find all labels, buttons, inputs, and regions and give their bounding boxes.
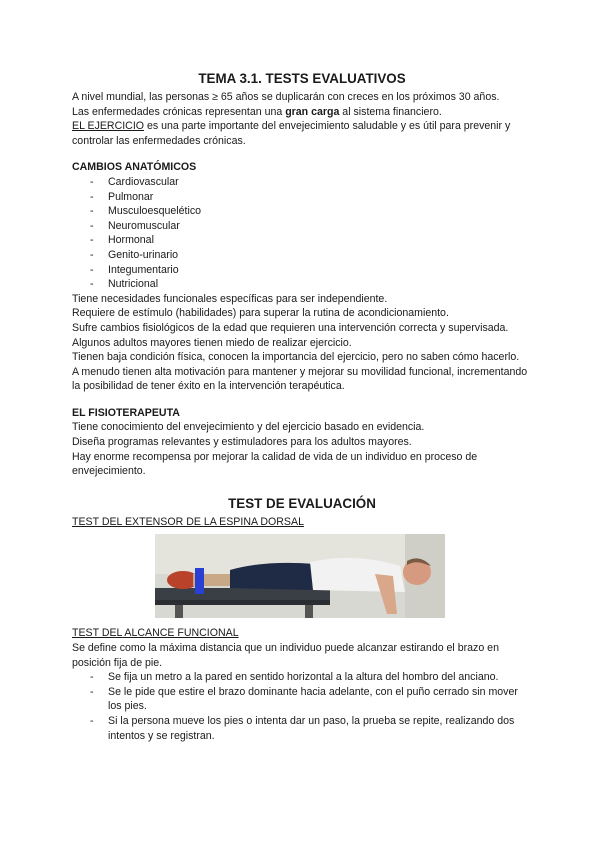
alcance-definition: Se define como la máxima distancia que un individuo puede alcanzar estirando el brazo en posición fija de pie.	[72, 642, 499, 669]
list-item: - Hormonal	[72, 233, 532, 248]
alcance-title: TEST DEL ALCANCE FUNCIONAL	[72, 627, 239, 640]
page-title: TEMA 3.1. TESTS EVALUATIVOS	[198, 71, 406, 86]
cambios-paragraph: Sufre cambios fisiológicos de la edad que requieren una intervención correcta y supervisada.	[72, 321, 509, 334]
cambios-paragraph: Algunos adultos mayores tienen miedo de realizar ejercicio.	[72, 336, 352, 349]
list-item: - Si la persona mueve los pies o intenta dar un paso, la prueba se repite, realizando dos intentos y se registran.	[72, 714, 532, 743]
intro-line-1: A nivel mundial, las personas ≥ 65 años se duplicarán con creces en los próximos 30 años.	[72, 91, 500, 103]
list-item: - Integumentario	[72, 263, 532, 278]
fisio-paragraph: Tiene conocimiento del envejecimiento y del ejercicio basado en evidencia.	[72, 421, 425, 434]
cambios-paragraph: Tiene necesidades funcionales específicas para ser independiente.	[72, 292, 388, 305]
extensor-title: TEST DEL EXTENSOR DE LA ESPINA DORSAL	[72, 515, 304, 528]
intro-line-2: Las enfermedades crónicas representan una gran carga al sistema financiero.	[72, 105, 442, 118]
list-item: - Neuromuscular	[72, 219, 532, 234]
fisio-heading: EL FISIOTERAPEUTA	[72, 406, 180, 419]
gran-carga-bold: gran carga	[285, 105, 340, 118]
cambios-paragraph: Tienen baja condición física, conocen la importancia del ejercicio, pero no saben cómo hacerlo.	[72, 351, 520, 364]
list-item: - Nutricional	[72, 277, 532, 292]
alcance-list	[72, 670, 532, 743]
fisio-paragraph: Hay enorme recompensa por mejorar la calidad de vida de un individuo en proceso de envejecimiento.	[72, 450, 478, 478]
extensor-test-photo	[155, 534, 445, 618]
blue-strap	[195, 568, 204, 594]
list-item: - Musculoesquelético	[72, 204, 532, 219]
cambios-paragraph: A menudo tienen alta motivación para mantener y mejorar su movilidad funcional, incrementando la posibilidad de tener éxito en la intervención terapéutica.	[72, 365, 528, 393]
list-item: - Pulmonar	[72, 190, 532, 205]
cambios-heading: CAMBIOS ANATÓMICOS	[72, 161, 197, 174]
list-item: - Se le pide que estire el brazo dominante hacia adelante, con el puño cerrado sin mover los pies.	[72, 685, 532, 714]
fisio-paragraph: Diseña programas relevantes y estimuladores para los adultos mayores.	[72, 436, 412, 449]
treatment-table	[155, 588, 330, 600]
cambios-paragraph: Requiere de estímulo (habilidades) para superar la rutina de acondicionamiento.	[72, 307, 449, 320]
shorts	[230, 563, 315, 590]
photo-illustration	[155, 534, 445, 618]
el-ejercicio-underlined: EL EJERCICIO	[72, 120, 145, 133]
list-item: - Se fija un metro a la pared en sentido horizontal a la altura del hombro del anciano.	[72, 670, 532, 685]
list-item: - Cardiovascular	[72, 175, 532, 190]
cambios-list	[72, 175, 532, 292]
test-heading: TEST DE EVALUACIÓN	[228, 495, 376, 511]
intro-line-3: EL EJERCICIO es una parte importante del envejecimiento saludable y es útil para prevenir y controlar las enfermedades crónicas.	[72, 120, 511, 147]
document-page	[72, 70, 532, 743]
list-item: - Genito-urinario	[72, 248, 532, 263]
